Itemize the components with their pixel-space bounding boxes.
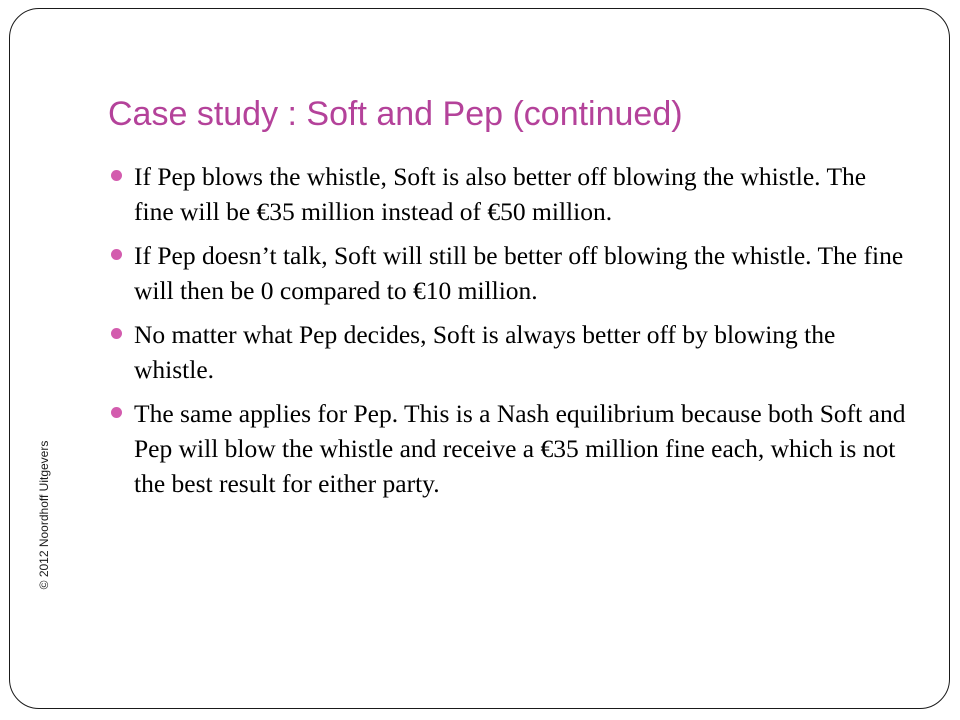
copyright-note: © 2012 Noordhoff Uitgevers — [37, 440, 51, 590]
bullet-item — [106, 159, 906, 229]
bullet-dot-icon — [111, 249, 122, 260]
bullet-dot-icon — [111, 407, 122, 418]
bullet-dot-icon — [111, 328, 122, 339]
bullet-dot-icon — [111, 170, 122, 181]
bullet-text: If Pep blows the whistle, Soft is also better off blowing the whistle. The fine will be €35 million instead of €50 million. — [134, 162, 867, 226]
bullet-item — [106, 238, 906, 308]
bullet-item — [106, 317, 906, 387]
bullet-list — [106, 159, 906, 510]
bullet-item — [106, 396, 906, 501]
bullet-text: The same applies for Pep. This is a Nash equilibrium because both Soft and Pep will blow the whistle and receive a €35 million fine each, which is not the best result for either party. — [134, 399, 906, 498]
bullet-text: No matter what Pep decides, Soft is always better off by blowing the whistle. — [134, 320, 836, 384]
slide-title: Case study : Soft and Pep (continued) — [108, 95, 683, 133]
bullet-text: If Pep doesn’t talk, Soft will still be better off blowing the whistle. The fine will then be 0 compared to €10 million. — [134, 241, 904, 305]
